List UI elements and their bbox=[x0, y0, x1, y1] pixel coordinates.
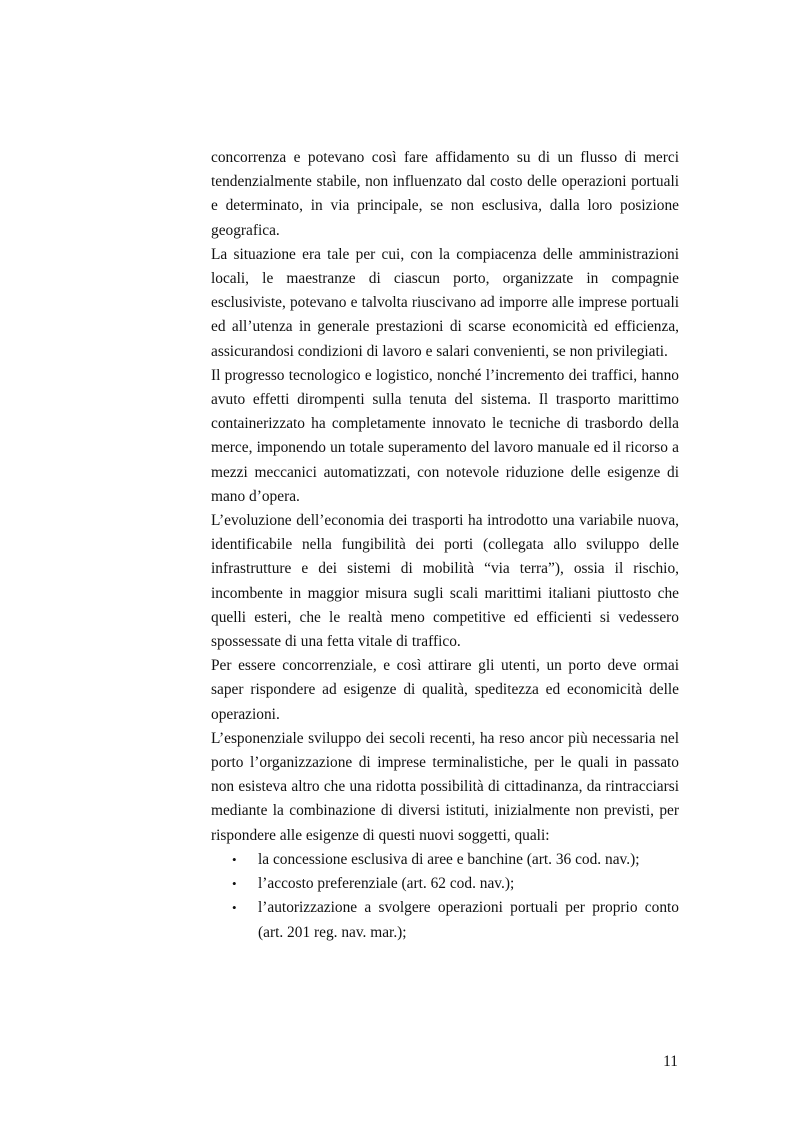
list-item-text: l’autorizzazione a svolgere operazioni portuali per proprio conto (art. 201 reg. nav. mar.); bbox=[258, 899, 679, 941]
bullet-icon: • bbox=[232, 876, 237, 892]
paragraph: concorrenza e potevano così fare affidamento su di un flusso di merci tendenzialmente stabile, non influenzato dal costo delle operazioni portuali e determinato, in via principale, se non esclusiva, dalla loro posizione geografica. bbox=[211, 149, 679, 239]
bullet-list bbox=[211, 848, 679, 945]
paragraph: Il progresso tecnologico e logistico, nonché l’incremento dei traffici, hanno avuto effetti dirompenti sulla tenuta del sistema. Il trasporto marittimo containerizzato ha completamente innovato le tecniche di trasbordo della merce, imponendo un totale superamento del lavoro manuale ed il ricorso a mezzi meccanici automatizzati, con notevole riduzione delle esigenze di mano d’opera. bbox=[211, 366, 679, 505]
paragraph: L’evoluzione dell’economia dei trasporti ha introdotto una variabile nuova, identificabile nella fungibilità dei porti (collegata allo sviluppo delle infrastrutture e dei sistemi di mobilità “via terra”), ossia il rischio, incombente in maggior misura sugli scali marittimi italiani piuttosto che quelli esteri, che le realtà meno competitive ed efficienti si vedessero spossessate di una fetta vitale di traffico. bbox=[211, 512, 679, 651]
list-item bbox=[211, 896, 679, 944]
paragraph: Per essere concorrenziale, e così attirare gli utenti, un porto deve ormai saper rispondere ad esigenze di qualità, speditezza ed economicità delle operazioni. bbox=[211, 657, 679, 723]
list-item bbox=[211, 848, 679, 872]
page-number: 11 bbox=[663, 1053, 678, 1070]
bullet-icon: • bbox=[232, 851, 237, 867]
list-item-text: l’accosto preferenziale (art. 62 cod. nav.); bbox=[258, 875, 515, 893]
list-item-text: la concessione esclusiva di aree e banchine (art. 36 cod. nav.); bbox=[258, 850, 640, 868]
paragraph: L’esponenziale sviluppo dei secoli recenti, ha reso ancor più necessaria nel porto l’organizzazione di imprese terminalistiche, per le quali in passato non esisteva altro che una ridotta possibilità di cittadinanza, da rintracciarsi mediante la combinazione di diversi istituti, inizialmente non previsti, per rispondere alle esigenze di questi nuovi soggetti, quali: bbox=[211, 729, 679, 844]
bullet-icon: • bbox=[232, 900, 237, 916]
page-body bbox=[211, 146, 679, 945]
paragraph: La situazione era tale per cui, con la compiacenza delle amministrazioni locali, le maestranze di ciascun porto, organizzate in compagnie esclusiviste, potevano e talvolta riuscivano ad imporre alle imprese portuali ed all’utenza in generale prestazioni di scarse economicità ed efficienza, assicurandosi condizioni di lavoro e salari convenienti, se non privilegiati. bbox=[211, 245, 679, 360]
list-item bbox=[211, 872, 679, 896]
